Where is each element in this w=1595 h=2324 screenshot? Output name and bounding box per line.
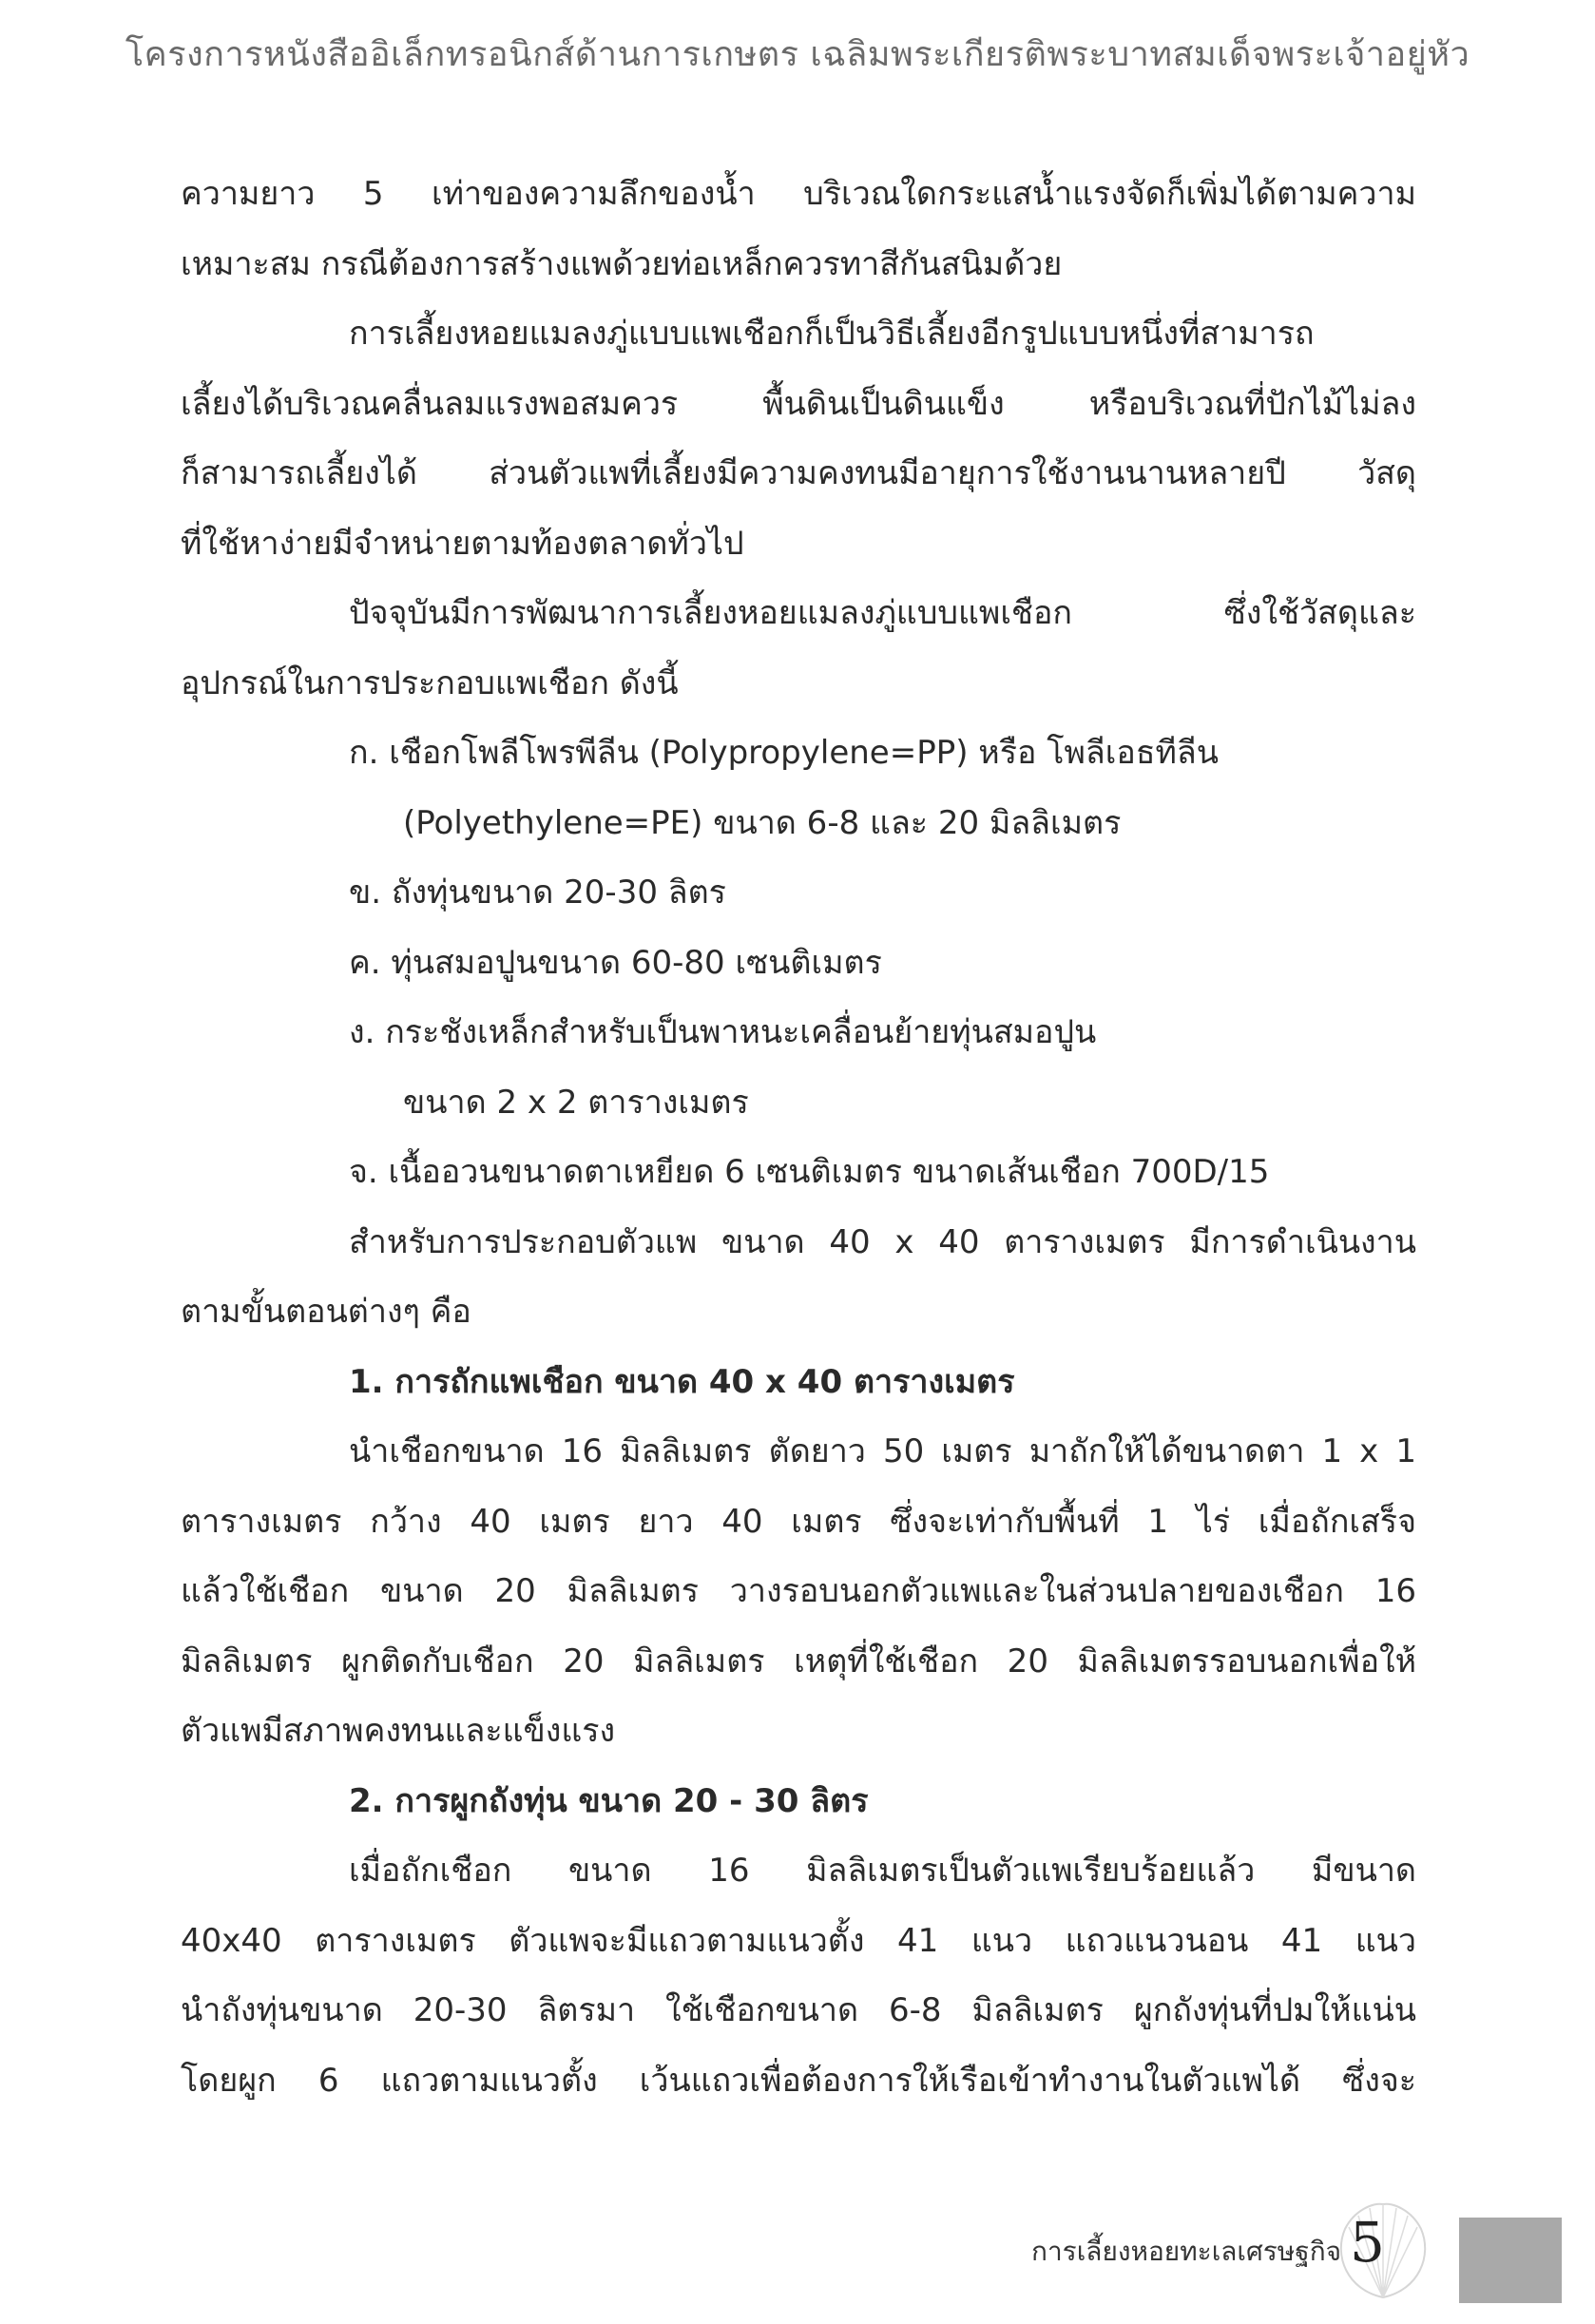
body-line: ตามขั้นตอนต่างๆ คือ bbox=[181, 1293, 471, 1331]
body-line: 40x40 ตารางเมตร ตัวแพจะมีแถวตามแนวตั้ง 41 แนว แถวแนวนอน 41 แนว bbox=[181, 1921, 1416, 1960]
body-line: โดยผูก 6 แถวตามแนวตั้ง เว้นแถวเพื่อต้องการให้เรือเข้าทำงานในตัวแพได้ ซึ่งจะ bbox=[181, 2061, 1416, 2100]
paragraph-start: เมื่อถักเชือก ขนาด 16 มิลลิเมตรเป็นตัวแพเรียบร้อยแล้ว มีขนาด bbox=[349, 1852, 1416, 1890]
page-body bbox=[181, 160, 1416, 2116]
section-heading: 1. การถักแพเชือก ขนาด 40 x 40 ตารางเมตร bbox=[349, 1362, 1015, 1401]
list-item: จ. เนื้ออวนขนาดตาเหยียด 6 เซนติเมตร ขนาดเส้นเชือก 700D/15 bbox=[349, 1153, 1270, 1191]
body-line: ก็สามารถเลี้ยงได้ ส่วนตัวแพที่เลี้ยงมีความคงทนมีอายุการใช้งานนานหลายปี วัสดุ bbox=[181, 454, 1416, 492]
page-footer bbox=[0, 2181, 1595, 2324]
list-item: ค. ทุ่นสมอปูนขนาด 60-80 เซนติเมตร bbox=[349, 943, 882, 982]
body-line: เหมาะสม กรณีต้องการสร้างแพด้วยท่อเหล็กควรทาสีกันสนิมด้วย bbox=[181, 244, 1063, 283]
body-line: มิลลิเมตร ผูกติดกับเชือก 20 มิลลิเมตร เหตุที่ใช้เชือก 20 มิลลิเมตรรอบนอกเพื่อให้ bbox=[181, 1642, 1416, 1681]
list-item: ข. ถังทุ่นขนาด 20-30 ลิตร bbox=[349, 874, 726, 912]
body-line: ตัวแพมีสภาพคงทนและแข็งแรง bbox=[181, 1712, 616, 1750]
body-line: ความยาว 5 เท่าของความลึกของน้ำ บริเวณใดกระแสน้ำแรงจัดก็เพิ่มได้ตามความ bbox=[181, 175, 1416, 213]
body-line: ตารางเมตร กว้าง 40 เมตร ยาว 40 เมตร ซึ่งจะเท่ากับพื้นที่ 1 ไร่ เมื่อถักเสร็จ bbox=[181, 1502, 1416, 1541]
list-item-continuation: ขนาด 2 x 2 ตารางเมตร bbox=[403, 1083, 749, 1122]
paragraph-start: ปัจจุบันมีการพัฒนาการเลี้ยงหอยแมลงภู่แบบแพเชือก ซึ่งใช้วัสดุและ bbox=[349, 594, 1416, 632]
body-line: อุปกรณ์ในการประกอบแพเชือก ดังนี้ bbox=[181, 663, 679, 702]
paragraph-start: การเลี้ยงหอยแมลงภู่แบบแพเชือกก็เป็นวิธีเลี้ยงอีกรูปแบบหนึ่งที่สามารถ bbox=[349, 315, 1315, 353]
body-line: เลี้ยงได้บริเวณคลื่นลมแรงพอสมควร พื้นดินเป็นดินแข็ง หรือบริเวณที่ปักไม้ไม่ลง bbox=[181, 384, 1416, 423]
body-line: แล้วใช้เชือก ขนาด 20 มิลลิเมตร วางรอบนอกตัวแพและในส่วนปลายของเชือก 16 bbox=[181, 1572, 1416, 1610]
footer-book-title: การเลี้ยงหอยทะเลเศรษฐกิจ bbox=[1031, 2236, 1342, 2267]
running-header: โครงการหนังสืออิเล็กทรอนิกส์ด้านการเกษตร เฉลิมพระเกียรติพระบาทสมเด็จพระเจ้าอยู่หัว bbox=[125, 35, 1470, 74]
body-line: ที่ใช้หาง่ายมีจำหน่ายตามท้องตลาดทั่วไป bbox=[181, 524, 744, 563]
paragraph-start: สำหรับการประกอบตัวแพ ขนาด 40 x 40 ตารางเมตร มีการดำเนินงาน bbox=[349, 1222, 1416, 1261]
list-item: ง. กระชังเหล็กสำหรับเป็นพาหนะเคลื่อนย้ายทุ่นสมอปูน bbox=[349, 1013, 1097, 1051]
body-line: นำถังทุ่นขนาด 20-30 ลิตรมา ใช้เชือกขนาด 6-8 มิลลิเมตร ผูกถังทุ่นที่ปมให้แน่น bbox=[181, 1991, 1416, 2029]
list-item: ก. เชือกโพลีโพรพีลีน (Polypropylene=PP) หรือ โพลีเอธทีลีน bbox=[349, 734, 1219, 772]
page-edge-tab bbox=[1459, 2218, 1562, 2303]
page-number: 5 bbox=[1350, 2210, 1385, 2275]
list-item-continuation: (Polyethylene=PE) ขนาด 6-8 และ 20 มิลลิเมตร bbox=[403, 803, 1122, 842]
paragraph-start: นำเชือกขนาด 16 มิลลิเมตร ตัดยาว 50 เมตร มาถักให้ได้ขนาดตา 1 x 1 bbox=[349, 1432, 1416, 1470]
section-heading: 2. การผูกถังทุ่น ขนาด 20 - 30 ลิตร bbox=[349, 1781, 869, 1820]
